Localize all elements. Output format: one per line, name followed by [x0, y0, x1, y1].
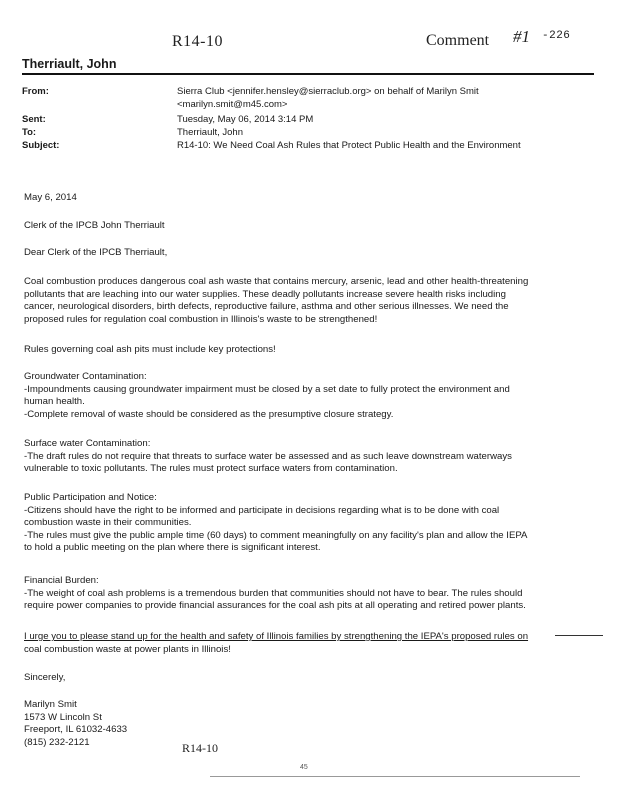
handwritten-underline — [555, 635, 603, 636]
docket-code: R14-10 — [172, 33, 223, 50]
letter-salutation: Dear Clerk of the IPCB Therriault, — [24, 247, 168, 258]
section-heading: Surface water Contamination: — [24, 438, 151, 449]
signer-city: Freeport, IL 61032-4633 — [24, 724, 128, 735]
section-line: require power companies to provide financial assurances for the coal ash pits at all operating and retired power plants. — [24, 600, 526, 611]
letter-date: May 6, 2014 — [24, 192, 77, 203]
intro-line: pollutants that are leaching into our water supplies. These deadly pollutants increase severe health risks including — [24, 288, 506, 300]
signer-street: 1573 W Lincoln St — [24, 711, 102, 723]
comment-number-suffix: -226 — [542, 30, 571, 42]
section-heading: Financial Burden: — [24, 575, 99, 586]
section-heading: Groundwater Contamination: — [24, 371, 147, 382]
section-line: -The weight of coal ash problems is a tremendous burden that communities should not have to bear. The rules should — [24, 587, 523, 599]
bottom-docket-code: R14-10 — [182, 741, 218, 755]
closing-line: I urge you to please stand up for the health and safety of Illinois families by strengthening the IEPA's proposed rules on — [24, 631, 529, 642]
section-line: -The rules must give the public ample time (60 days) to comment meaningfully on any facility's plan and allow the IEPA — [24, 529, 528, 541]
comment-label: Comment — [426, 32, 490, 49]
subject-label: Subject: — [22, 140, 60, 151]
intro-line: proposed rules for regulation coal combustion in Illinois's waste to be strengthened! — [24, 313, 378, 325]
section-line: to hold a public meeting on the plan where there is significant interest. — [24, 542, 321, 553]
header-divider — [22, 73, 594, 75]
groundwater-section — [24, 371, 510, 421]
from-value: Sierra Club <jennifer.hensley@sierraclub.org> on behalf of Marilyn Smit — [177, 86, 479, 97]
closing-line: coal combustion waste at power plants in Illinois! — [24, 643, 231, 655]
sent-value: Tuesday, May 06, 2014 3:14 PM — [177, 114, 314, 125]
section-heading: Public Participation and Notice: — [24, 492, 157, 503]
intro-paragraph — [24, 276, 528, 326]
page-number: 45 — [300, 764, 308, 771]
signer-name: Marilyn Smit — [24, 699, 77, 710]
letter-recipient: Clerk of the IPCB John Therriault — [24, 220, 165, 231]
subject-value: R14-10: We Need Coal Ash Rules that Protect Public Health and the Environment — [177, 140, 521, 151]
sent-label: Sent: — [22, 114, 46, 125]
signature-block — [24, 699, 127, 749]
signoff: Sincerely, — [24, 672, 66, 683]
intro-line: Coal combustion produces dangerous coal ash waste that contains mercury, arsenic, lead and other health-threatening — [24, 276, 529, 287]
section-line: vulnerable to toxic pollutants. The rules must protect surface waters from contamination. — [24, 463, 398, 474]
participation-section — [24, 492, 527, 555]
closing-paragraph — [24, 631, 528, 656]
from-label: From: — [22, 86, 49, 97]
rules-intro: Rules governing coal ash pits must include key protections! — [24, 344, 276, 355]
section-line: -Citizens should have the right to be informed and participate in decisions regarding what is to be done with coal — [24, 504, 500, 516]
to-value: Therriault, John — [177, 127, 244, 138]
comment-number: #1 — [513, 27, 530, 46]
section-line: -Impoundments causing groundwater impairment must be closed by a set date to fully protect the environment and — [24, 383, 510, 395]
section-line: -The draft rules do not require that threats to surface water be assessed and as such leave downstream waterways — [24, 450, 512, 462]
section-line: human health. — [24, 396, 85, 407]
signer-phone: (815) 232-2121 — [24, 736, 90, 748]
intro-line: cancer, neurological disorders, birth defects, reproductive failure, asthma and other serious illnesses. We need the — [24, 301, 509, 312]
from-value-email: <marilyn.smit@m45.com> — [177, 99, 288, 110]
sender-name: Therriault, John — [22, 57, 117, 71]
financial-section — [24, 575, 526, 613]
section-line: combustion waste in their communities. — [24, 517, 192, 528]
to-label: To: — [22, 127, 37, 138]
surface-section — [24, 438, 512, 476]
footer-divider — [210, 776, 580, 777]
section-line: -Complete removal of waste should be considered as the presumptive closure strategy. — [24, 408, 394, 420]
